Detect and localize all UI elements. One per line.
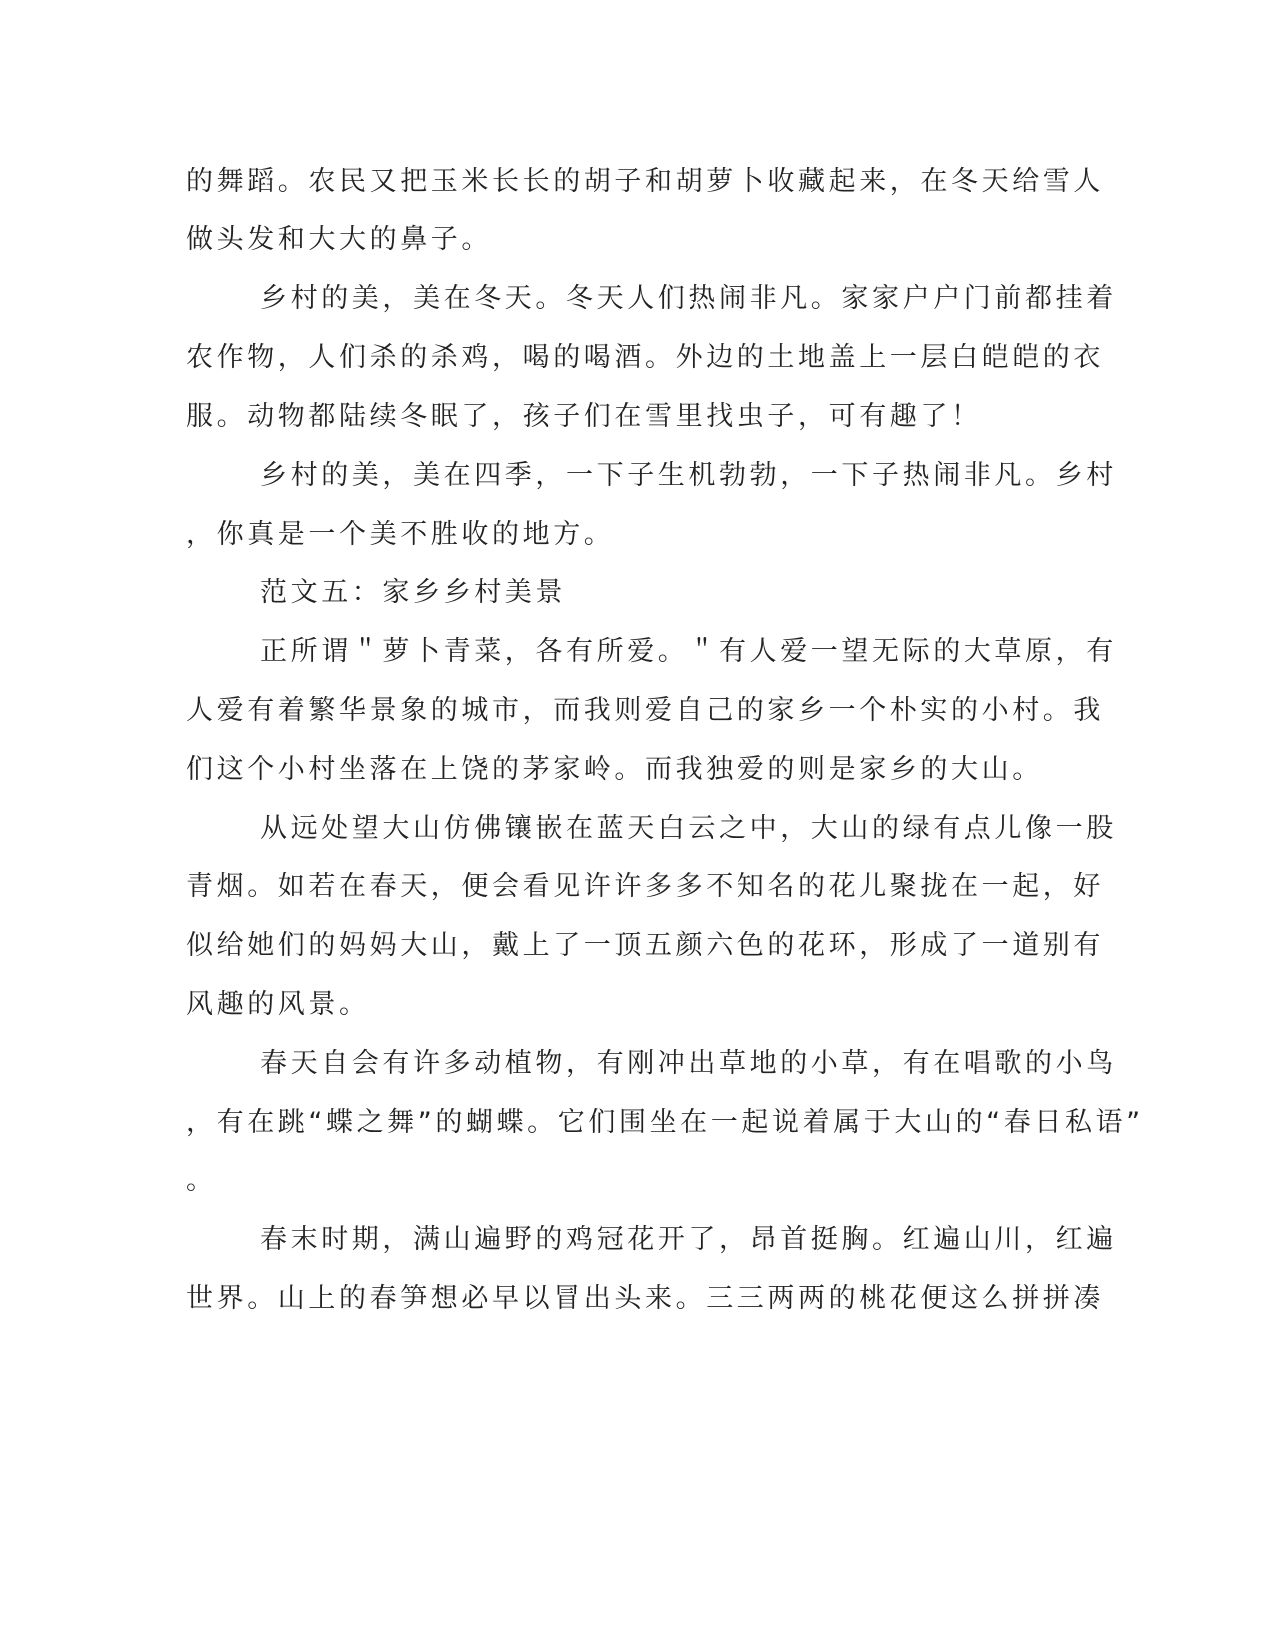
paragraph-first-line: 乡村的美，美在冬天。冬天人们热闹非凡。家家户户门前都挂着 [260, 283, 1117, 314]
paragraph-first-line: 从远处望大山仿佛镶嵌在蓝天白云之中，大山的绿有点儿像一股 [260, 813, 1117, 844]
text-line: 青烟。如若在春天，便会看见许许多多不知名的花儿聚拢在一起，好 [186, 871, 1104, 902]
text-line: 世界。山上的春笋想必早以冒出头来。三三两两的桃花便这么拼拼凑 [186, 1283, 1104, 1314]
paragraph-first-line: 正所谓＂萝卜青菜，各有所爱。＂有人爱一望无际的大草原，有 [260, 636, 1117, 667]
text-line: ，你真是一个美不胜收的地方。 [186, 519, 615, 550]
section-heading: 范文五：家乡乡村美景 [260, 577, 566, 608]
text-line: 似给她们的妈妈大山，戴上了一顶五颜六色的花环，形成了一道别有 [186, 930, 1104, 961]
text-line: 服。动物都陆续冬眠了，孩子们在雪里找虫子，可有趣了！ [186, 401, 982, 432]
text-line: 农作物，人们杀的杀鸡，喝的喝酒。外边的土地盖上一层白皑皑的衣 [186, 342, 1104, 373]
paragraph-first-line: 乡村的美，美在四季，一下子生机勃勃，一下子热闹非凡。乡村 [260, 460, 1117, 491]
text-line: 的舞蹈。农民又把玉米长长的胡子和胡萝卜收藏起来，在冬天给雪人 [186, 166, 1104, 197]
paragraph-first-line: 春天自会有许多动植物，有刚冲出草地的小草，有在唱歌的小鸟 [260, 1048, 1117, 1079]
paragraph-first-line: 春末时期，满山遍野的鸡冠花开了，昂首挺胸。红遍山川，红遍 [260, 1224, 1117, 1255]
text-line: 风趣的风景。 [186, 989, 370, 1020]
text-line: ，有在跳“蝶之舞”的蝴蝶。它们围坐在一起说着属于大山的“春日私语” [186, 1107, 1144, 1138]
text-line: 们这个小村坐落在上饶的茅家岭。而我独爱的则是家乡的大山。 [186, 754, 1043, 785]
text-line: 做头发和大大的鼻子。 [186, 224, 492, 255]
text-line: 人爱有着繁华景象的城市，而我则爱自己的家乡一个朴实的小村。我 [186, 695, 1104, 726]
text-line: 。 [186, 1165, 217, 1196]
